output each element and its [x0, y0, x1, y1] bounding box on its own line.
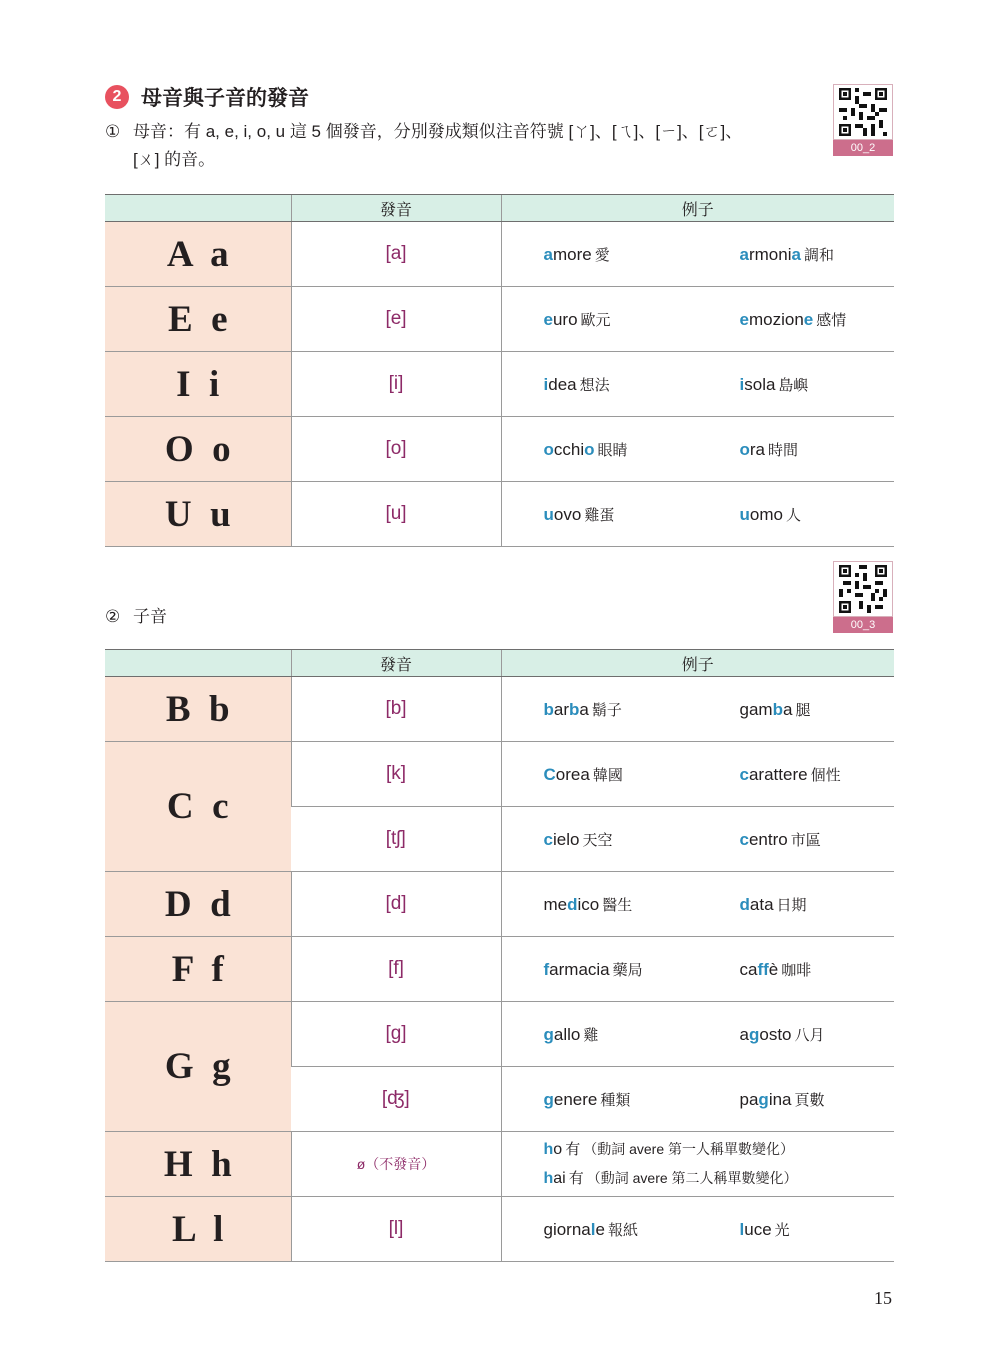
examples-cell: [501, 417, 894, 482]
examples-cell: [501, 807, 894, 872]
letter-cell: I i: [105, 352, 291, 417]
vowels-table: [105, 194, 894, 547]
letter-cell: D d: [105, 872, 291, 937]
examples-cell: [501, 677, 894, 742]
phonetic-cell: [g]: [291, 1002, 501, 1067]
qr-code-icon: [839, 565, 887, 613]
letter-cell: H h: [105, 1132, 291, 1197]
phonetic-cell: [i]: [291, 352, 501, 417]
qr-code-label: 00_2: [833, 140, 893, 156]
letter-cell: G g: [105, 1002, 291, 1132]
table-row: [105, 287, 894, 352]
vowels-intro: [105, 118, 805, 174]
qr-code-icon: [839, 88, 887, 136]
example-word: gamba 腿: [739, 699, 811, 719]
header-pronunciation: 發音: [291, 195, 501, 222]
examples-cell: [501, 872, 894, 937]
example-word: genere 種類: [543, 1089, 631, 1109]
table-row: [105, 1132, 894, 1197]
qr-code-audio-00-2[interactable]: [833, 84, 893, 156]
phonetic-cell: [b]: [291, 677, 501, 742]
table-row: [105, 742, 894, 807]
letter-cell: O o: [105, 417, 291, 482]
phonetic-cell: [f]: [291, 937, 501, 1002]
examples-cell: [501, 1067, 894, 1132]
phonetic-cell: [a]: [291, 222, 501, 287]
phonetic-cell: [tʃ]: [291, 807, 501, 872]
phonetic-cell: ø（不發音）: [291, 1132, 501, 1197]
example-word: pagina 頁數: [739, 1089, 825, 1109]
examples-cell: [501, 1002, 894, 1067]
phonetic-cell: [k]: [291, 742, 501, 807]
qr-code-label: 00_3: [833, 617, 893, 633]
example-word: giornale 報紙: [543, 1219, 638, 1239]
letter-cell: U u: [105, 482, 291, 547]
phonetic-cell: [o]: [291, 417, 501, 482]
header-letter: [105, 650, 291, 677]
header-pronunciation: 發音: [291, 650, 501, 677]
qr-code-audio-00-3[interactable]: [833, 561, 893, 633]
examples-cell: [501, 1197, 894, 1262]
example-word: luce 光: [739, 1219, 790, 1239]
example-word: occhio 眼睛: [543, 439, 628, 459]
example-line: hai 有 （動詞 avere 第二人稱單數變化）: [543, 1170, 798, 1187]
table-row: [105, 872, 894, 937]
example-word: gallo 雞: [543, 1024, 599, 1044]
letter-cell: B b: [105, 677, 291, 742]
example-word: caffè 咖啡: [739, 959, 812, 979]
vowels-intro-line1: 母音：有 a, e, i, o, u 這 5 個發音，分別發成類似注音符號 [ㄚ]、[ㄟ]、[ㄧ]、[ㄛ]、: [133, 122, 743, 141]
example-word: data 日期: [739, 894, 807, 914]
intro-marker: ①: [105, 122, 121, 141]
table-row: [105, 1002, 894, 1067]
letter-cell: L l: [105, 1197, 291, 1262]
example-word: barba 鬍子: [543, 699, 622, 719]
vowels-intro-line2: [ㄨ] 的音。: [133, 150, 216, 169]
example-word: Corea 韓國: [543, 764, 623, 784]
page-number: 15: [874, 1288, 892, 1308]
examples-cell: [501, 352, 894, 417]
example-word: uovo 雞蛋: [543, 504, 615, 524]
example-word: agosto 八月: [739, 1024, 825, 1044]
table-header-row: [105, 195, 894, 222]
table-row: [105, 417, 894, 482]
consonants-label: 子音: [133, 607, 167, 626]
phonetic-cell: [ʤ]: [291, 1067, 501, 1132]
example-word: farmacia 藥局: [543, 959, 643, 979]
example-word: idea 想法: [543, 374, 610, 394]
example-word: centro 市區: [739, 829, 821, 849]
example-word: medico 醫生: [543, 894, 633, 914]
example-word: euro 歐元: [543, 309, 611, 329]
intro-marker: ②: [105, 607, 121, 626]
examples-cell: [501, 222, 894, 287]
section-number-badge: 2: [105, 85, 129, 109]
table-row: [105, 482, 894, 547]
letter-cell: F f: [105, 937, 291, 1002]
example-word: carattere 個性: [739, 764, 841, 784]
consonants-intro: [105, 602, 167, 627]
table-row: [105, 1197, 894, 1262]
example-word: emozione 感情: [739, 309, 847, 329]
examples-cell: [501, 937, 894, 1002]
examples-cell: [501, 287, 894, 352]
example-word: ora 時間: [739, 439, 799, 459]
example-word: armonia 調和: [739, 244, 834, 264]
letter-cell: A a: [105, 222, 291, 287]
example-word: cielo 天空: [543, 829, 613, 849]
table-row: [105, 352, 894, 417]
examples-cell: [501, 742, 894, 807]
examples-cell: [501, 1132, 894, 1197]
table-row: [105, 222, 894, 287]
phonetic-cell: [l]: [291, 1197, 501, 1262]
header-examples: 例子: [501, 650, 894, 677]
letter-cell: E e: [105, 287, 291, 352]
example-word: isola 島嶼: [739, 374, 809, 394]
phonetic-cell: [d]: [291, 872, 501, 937]
section-title: 母音與子音的發音: [141, 87, 309, 110]
table-header-row: [105, 650, 894, 677]
example-line: ho 有 （動詞 avere 第一人稱單數變化）: [543, 1141, 795, 1158]
example-word: amore 愛: [543, 244, 610, 264]
phonetic-cell: [e]: [291, 287, 501, 352]
example-word: uomo 人: [739, 504, 801, 524]
letter-cell: C c: [105, 742, 291, 872]
phonetic-cell: [u]: [291, 482, 501, 547]
header-examples: 例子: [501, 195, 894, 222]
consonants-table: [105, 649, 894, 1262]
header-letter: [105, 195, 291, 222]
section-heading: [105, 82, 309, 112]
table-row: [105, 677, 894, 742]
examples-cell: [501, 482, 894, 547]
table-row: [105, 937, 894, 1002]
